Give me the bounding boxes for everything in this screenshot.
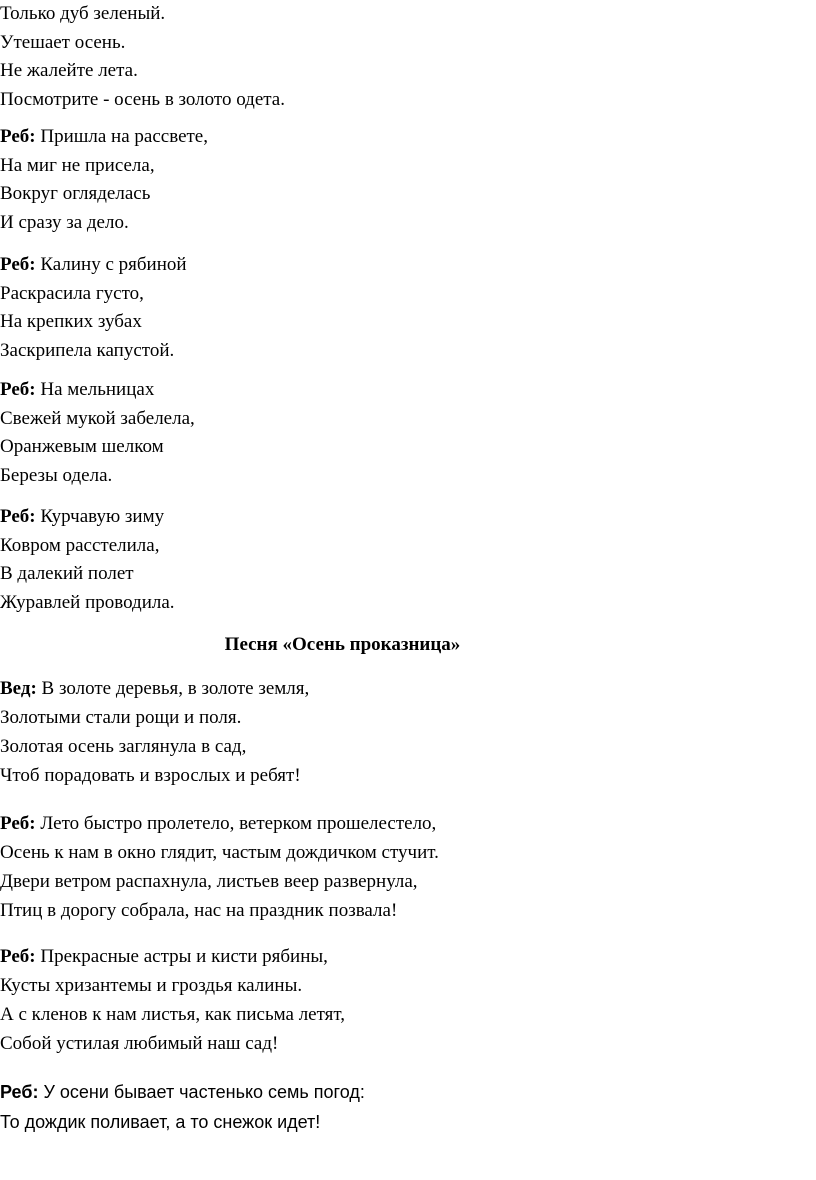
poem-line: Кусты хризантемы и гроздья калины. bbox=[0, 975, 303, 996]
song-stanza-2 bbox=[0, 809, 780, 925]
poem-line: Не жалейте лета. bbox=[0, 60, 138, 81]
line-text: В золоте деревья, в золоте земля, bbox=[36, 678, 310, 699]
poem-stanza-2 bbox=[0, 123, 780, 237]
poem-line: Посмотрите - осень в золото одета. bbox=[0, 88, 285, 110]
line-text: Калину с рябиной bbox=[35, 254, 187, 275]
line-text: Прекрасные астры и кисти рябины, bbox=[35, 946, 328, 967]
poem-line bbox=[0, 123, 780, 152]
speaker-label: Реб: bbox=[0, 813, 36, 834]
line-text: Пришла на рассвете, bbox=[35, 126, 208, 147]
line-text: Курчавую зиму bbox=[35, 506, 165, 527]
speaker-label: Реб: bbox=[0, 126, 36, 147]
poem-line: А с кленов к нам листья, как письма летят, bbox=[0, 1004, 346, 1025]
poem-line bbox=[0, 1077, 780, 1107]
poem-line: Журавлей проводила. bbox=[0, 591, 175, 613]
poem-line: Вокруг огляделась bbox=[0, 183, 151, 204]
song-stanza-1 bbox=[0, 674, 780, 790]
poem-line: И сразу за дело. bbox=[0, 211, 129, 233]
line-text: У осени бывает частенько семь погод: bbox=[38, 1082, 365, 1102]
poem-line: Раскрасила густо, bbox=[0, 282, 144, 304]
poem-stanza-3 bbox=[0, 251, 780, 365]
poem-line: Двери ветром распахнула, листьев веер развернула, bbox=[0, 871, 418, 892]
poem-line bbox=[0, 809, 780, 838]
speaker-label: Вед: bbox=[0, 678, 37, 699]
speaker-label: Реб: bbox=[0, 1082, 39, 1102]
poem-line: Золотая осень заглянула в сад, bbox=[0, 736, 247, 757]
poem-line: На крепких зубах bbox=[0, 311, 142, 332]
poem-line: Заскрипела капустой. bbox=[0, 339, 175, 361]
poem-line bbox=[0, 376, 780, 405]
speaker-label: Реб: bbox=[0, 254, 36, 275]
song-stanza-4 bbox=[0, 1077, 780, 1137]
poem-line: Березы одела. bbox=[0, 464, 113, 486]
poem-line: Чтоб порадовать и взрослых и ребят! bbox=[0, 765, 301, 786]
poem-line: Свежей мукой забелела, bbox=[0, 407, 195, 429]
line-text: Лето быстро пролетело, ветерком прошелестело, bbox=[35, 813, 437, 834]
poem-line bbox=[0, 942, 780, 971]
poem-line: Собой устилая любимый наш сад! bbox=[0, 1033, 279, 1054]
poem-stanza-4 bbox=[0, 376, 780, 490]
poem-stanza-5 bbox=[0, 503, 780, 617]
poem-line: На миг не присела, bbox=[0, 154, 155, 176]
poem-line: То дождик поливает, а то снежок идет! bbox=[0, 1112, 321, 1132]
poem-line bbox=[0, 503, 780, 532]
line-text: На мельницах bbox=[35, 379, 155, 400]
song-title: Песня «Осень проказница» bbox=[224, 634, 461, 655]
poem-line bbox=[0, 251, 780, 280]
poem-line: Ковром расстелила, bbox=[0, 534, 160, 556]
poem-line: Утешает осень. bbox=[0, 31, 126, 53]
poem-line: Осень к нам в окно глядит, частым дождичком стучит. bbox=[0, 842, 439, 863]
speaker-label: Реб: bbox=[0, 946, 36, 967]
poem-line: Золотыми стали рощи и поля. bbox=[0, 707, 242, 728]
poem-line: В далекий полет bbox=[0, 563, 134, 584]
poem-line: Только дуб зеленый. bbox=[0, 3, 166, 24]
poem-stanza-1 bbox=[0, 0, 780, 114]
poem-line: Оранжевым шелком bbox=[0, 436, 164, 457]
poem-line: Птиц в дорогу собрала, нас на праздник позвала! bbox=[0, 900, 398, 921]
speaker-label: Реб: bbox=[0, 379, 36, 400]
poem-line bbox=[0, 674, 780, 703]
song-stanza-3 bbox=[0, 942, 780, 1058]
speaker-label: Реб: bbox=[0, 506, 36, 527]
